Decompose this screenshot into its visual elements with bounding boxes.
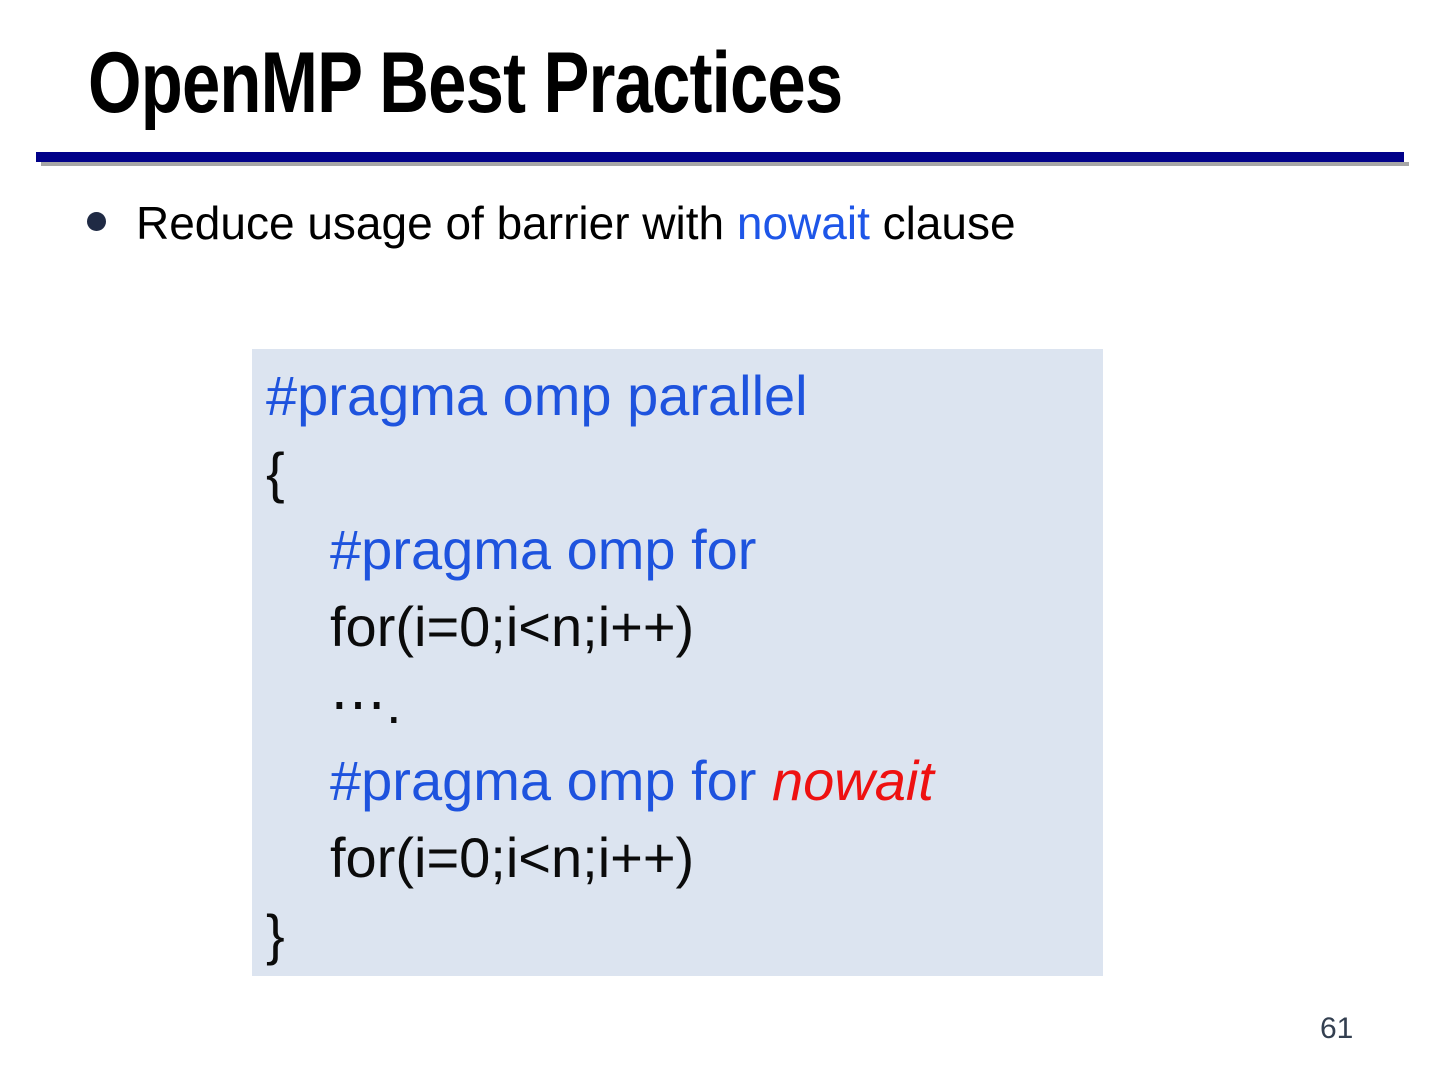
code-text: ⋯. xyxy=(330,672,402,735)
bullet-item xyxy=(136,196,1016,250)
code-text: } xyxy=(266,903,285,966)
nowait-keyword-highlight: nowait xyxy=(736,197,870,249)
bullet-icon xyxy=(87,212,106,231)
code-text: #pragma omp parallel xyxy=(266,364,808,427)
bullet-text-pre: Reduce usage of barrier with xyxy=(136,197,737,249)
title-rule-shadow xyxy=(41,162,1409,166)
code-line-pragma-for xyxy=(266,511,1103,588)
page-title: OpenMP Best Practices xyxy=(88,35,843,131)
bullet-text-post: clause xyxy=(869,197,1016,249)
page-number: 61 xyxy=(1320,1012,1354,1045)
code-line-for-loop-2 xyxy=(266,819,1103,896)
code-line-for-loop-1 xyxy=(266,588,1103,665)
code-line-close-brace xyxy=(266,896,1103,973)
code-line-open-brace xyxy=(266,434,1103,511)
code-line-pragma-for-nowait xyxy=(266,742,1103,819)
code-text: #pragma omp for xyxy=(330,749,772,812)
code-block xyxy=(252,349,1103,976)
title-rule xyxy=(36,152,1404,162)
code-line-ellipsis xyxy=(266,665,1103,742)
code-text: #pragma omp for xyxy=(330,518,757,581)
code-text-nowait: nowait xyxy=(771,749,934,812)
code-text: { xyxy=(266,441,285,504)
code-line-pragma-parallel xyxy=(266,357,1103,434)
code-text: for(i=0;i<n;i++) xyxy=(330,826,695,889)
code-text: for(i=0;i<n;i++) xyxy=(330,595,695,658)
